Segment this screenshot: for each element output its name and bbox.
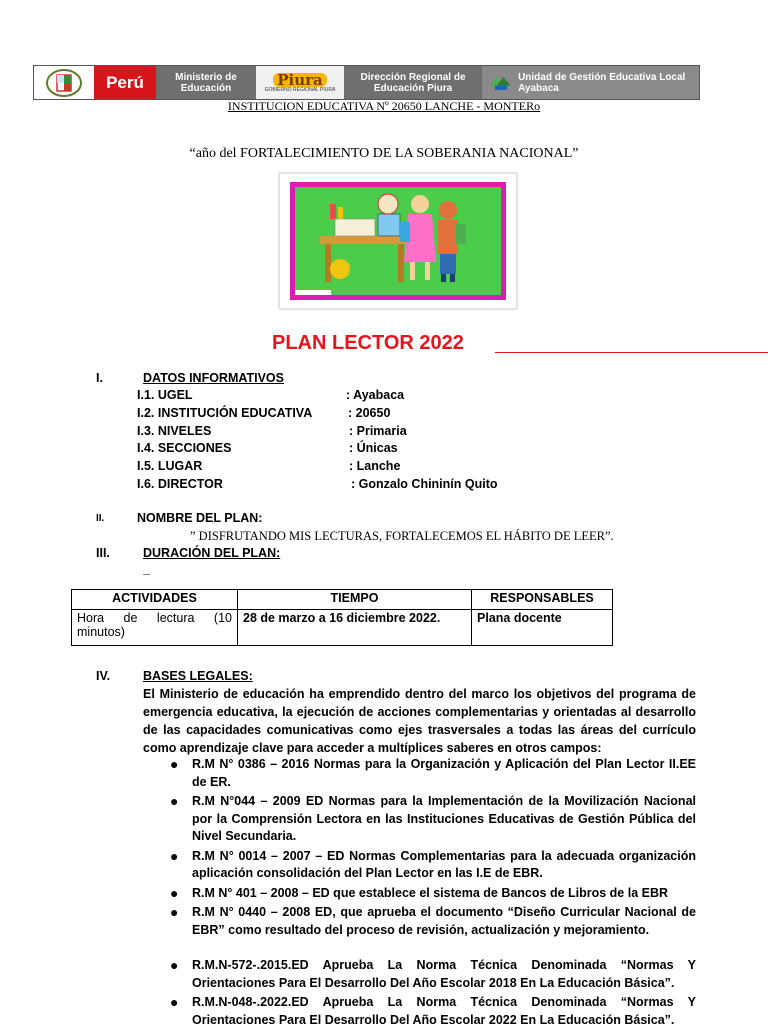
section-2-number: II. — [96, 513, 105, 524]
piura-logo: Piura GOBIERNO REGIONAL PIURA — [256, 66, 344, 99]
section-3-heading: DURACIÓN DEL PLAN: — [143, 546, 281, 560]
info-key: I.5. LUGAR — [137, 459, 203, 473]
info-key: I.6. DIRECTOR — [137, 477, 223, 491]
section-3-number: III. — [96, 546, 110, 560]
legal-intro: El Ministerio de educación ha emprendido dentro del marco los objetivos del programa de emergencia educativa, la ejecución de acciones complementarias y orientadas al desarrollo de las capacidades comunicativas como ejes trasversales a todas las áreas del currículo como aprendizaje clave para acceder a multíplices saberes en otros campos: — [143, 687, 696, 755]
list-item: ● R.M N° 401 – 2008 – ED que establece el sistema de Bancos de Libros de la EBR — [170, 884, 669, 901]
ministerio-logo: Ministerio de Educación — [156, 66, 256, 99]
reading-illustration — [279, 173, 517, 309]
ugel-emblem-icon — [488, 72, 512, 94]
info-value: : Gonzalo Chininín Quito — [351, 477, 498, 491]
section-4-number: IV. — [96, 669, 111, 683]
table-header: ACTIVIDADES — [72, 590, 238, 610]
table-header: RESPONSABLES — [472, 590, 613, 610]
section-3-dash: _ — [143, 562, 150, 576]
table-header-row — [72, 590, 613, 610]
dre-logo: Dirección Regional de Educación Piura — [344, 66, 482, 99]
info-key: I.1. UGEL — [137, 388, 193, 402]
table-cell: 28 de marzo a 16 diciembre 2022. — [238, 610, 472, 646]
list-item: ● R.M.N-048-.2022.ED Aprueba La Norma Técnica Denominada “Normas Y Orientaciones Para El Desarrollo Del Año Escolar 2022 En La Educación Básica”. — [170, 994, 696, 1027]
table-header: TIEMPO — [238, 590, 472, 610]
peru-logo: Perú — [94, 66, 156, 99]
legal-bases-list — [170, 756, 696, 1029]
table-row — [72, 610, 613, 646]
info-value: : 20650 — [348, 406, 391, 420]
year-motto: “año del FORTALECIMIENTO DE LA SOBERANIA NACIONAL” — [189, 146, 579, 161]
table-cell: Plana docente — [472, 610, 613, 646]
plan-title: PLAN LECTOR 2022 — [272, 332, 464, 354]
list-item: ● R.M N° 0440 – 2008 ED, que aprueba el documento “Diseño Curricular Nacional de EBR” como resultado del proceso de revisión, actualización y mejoramiento. — [170, 904, 696, 937]
institution-name: INSTITUCION EDUCATIVA Nº 20650 LANCHE - MONTERo — [227, 99, 541, 113]
title-underline — [495, 352, 768, 353]
list-item: ● R.M N°044 – 2009 ED Normas para la Implementación de la Movilización Nacional por la Comprensión Lectora en las Instituciones Educativas de Gestión Pública del Nivel Secundaria. — [170, 793, 696, 843]
section-2-heading: NOMBRE DEL PLAN: — [137, 511, 263, 525]
header-banner — [33, 65, 700, 100]
info-value: : Primaria — [349, 424, 407, 438]
ugel-logo: Unidad de Gestión Educativa Local Ayabaca — [482, 66, 699, 99]
list-item: ● R.M N° 0014 – 2007 – ED Normas Complementarias para la adecuada organización aplicación consolidación del Plan Lector en las I.E de EBR. — [170, 847, 696, 880]
info-value: : Únicas — [349, 441, 398, 455]
info-value: : Ayabaca — [346, 388, 405, 402]
list-item: ● R.M.N-572-.2015.ED Aprueba La Norma Técnica Denominada “Normas Y Orientaciones Para El Desarrollo Del Año Escolar 2018 En La Educación Básica”. — [170, 957, 696, 990]
info-key: I.3. NIVELES — [137, 424, 212, 438]
duration-table — [71, 589, 613, 646]
info-key: I.2. INSTITUCIÓN EDUCATIVA — [137, 406, 313, 420]
list-item: ● R.M N° 0386 – 2016 Normas para la Organización y Aplicación del Plan Lector II.EE de ER. — [170, 756, 696, 789]
section-4-heading: BASES LEGALES: — [143, 669, 253, 683]
info-value: : Lanche — [349, 459, 401, 473]
coat-of-arms-icon — [34, 66, 94, 99]
section-1-number: I. — [96, 371, 103, 385]
section-1-heading: DATOS INFORMATIVOS — [143, 371, 284, 385]
table-cell: Hora de lectura (10 minutos) — [72, 610, 238, 646]
plan-name: ” DISFRUTANDO MIS LECTURAS, FORTALECEMOS EL HÁBITO DE LEER”. — [190, 529, 614, 543]
info-key: I.4. SECCIONES — [137, 441, 232, 455]
